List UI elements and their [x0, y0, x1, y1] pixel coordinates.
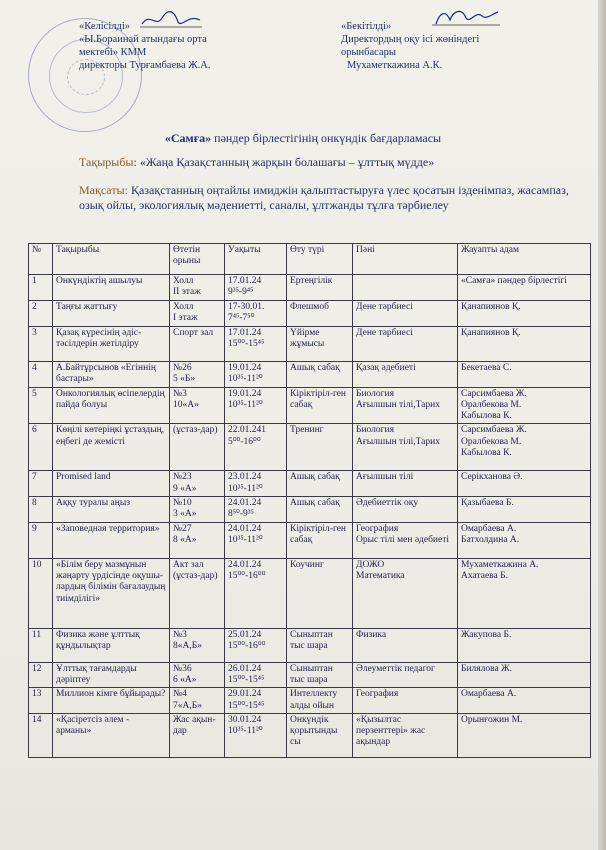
- table-cell: Кіріктіріл-ген сабақ: [287, 387, 353, 424]
- table-cell: Сарсимбаева Ж. Оралбекова М. Кабылова К.: [458, 424, 591, 471]
- header-cell: Уақыты: [225, 244, 287, 275]
- table-cell: Онкүндік қорытынды сы: [287, 713, 353, 757]
- table-cell: Биология Ағылшын тілі,Тарих: [353, 387, 458, 424]
- table-cell: «Қасіретсіз әлем - арманы»: [53, 713, 170, 757]
- table-cell: Қанапиянов Қ.: [458, 300, 591, 326]
- table-cell: Онкүндіктің ашылуы: [53, 275, 170, 301]
- table-row: [29, 326, 591, 361]
- table-cell: №26 5 «Б»: [170, 361, 225, 387]
- table-cell: 17-30.01. 7⁴⁵-7⁵⁰: [225, 300, 287, 326]
- table-cell: Мухаметкажина А. Ахатаева Б.: [458, 558, 591, 628]
- program-title: [0, 131, 606, 146]
- topic-text: : «Жаңа Қазақстанның жарқын болашағы – ұлттық мүдде»: [133, 155, 435, 169]
- table-cell: Ертеңгілік: [287, 275, 353, 301]
- program-title-accent: «Самға»: [164, 131, 212, 145]
- table-cell: №36 6 «А»: [170, 662, 225, 688]
- table-row: [29, 424, 591, 471]
- approval-left-line2: «Ы.Бораинай атындағы орта: [79, 34, 207, 45]
- table-row: [29, 387, 591, 424]
- table-cell: 2: [29, 300, 53, 326]
- table-cell: Ашық сабақ: [287, 361, 353, 387]
- table-cell: 7: [29, 471, 53, 497]
- table-cell: Омарбаева А. Батхолдина А.: [458, 522, 591, 558]
- table-cell: Физика және ұлттық құндылықтар: [53, 628, 170, 662]
- table-cell: Кіріктіріл-ген сабақ: [287, 522, 353, 558]
- table-cell: 23.01.24 10³⁵-11²⁰: [225, 471, 287, 497]
- table-row: [29, 688, 591, 714]
- approval-left-heading: «Келісілді»: [79, 21, 130, 32]
- table-cell: Интеллекту алды ойын: [287, 688, 353, 714]
- signature-right: [432, 6, 500, 28]
- table-cell: Таңғы жаттығу: [53, 300, 170, 326]
- table-cell: Үйірме жұмысы: [287, 326, 353, 361]
- table-cell: 24.01.24 8⁵⁰-9³⁵: [225, 497, 287, 523]
- approval-left-line4: директоры Турғамбаева Ж.А.: [79, 60, 211, 71]
- table-cell: Қанапиянов Қ.: [458, 326, 591, 361]
- table-cell: №4 7«А,Б»: [170, 688, 225, 714]
- table-cell: Қазыбаева Б.: [458, 497, 591, 523]
- table-cell: (ұстаз-дар): [170, 424, 225, 471]
- table-cell: Сыныптан тыс шара: [287, 628, 353, 662]
- header-cell: Өтетін орыны: [170, 244, 225, 275]
- table-row: [29, 471, 591, 497]
- table-cell: 4: [29, 361, 53, 387]
- header-cell: Өту түрі: [287, 244, 353, 275]
- table-cell: Билялова Ж.: [458, 662, 591, 688]
- table-cell: 29.01.24 15⁰⁰-15⁴⁵: [225, 688, 287, 714]
- table-cell: Холл I этаж: [170, 300, 225, 326]
- approval-right-line4: Мухаметкажина А.К.: [347, 60, 443, 71]
- table-cell: 30.01.24 10³⁵-11²⁰: [225, 713, 287, 757]
- table-cell: Биология Ағылшын тілі,Тарих: [353, 424, 458, 471]
- table-cell: «Білім беру мазмұнын жаңарту үрдісінде оқушы-лардың білімін бағалаудың тиімділігі»: [53, 558, 170, 628]
- table-cell: Қазақ әдебиеті: [353, 361, 458, 387]
- table-row: [29, 522, 591, 558]
- table-cell: №3 8«А,Б»: [170, 628, 225, 662]
- table-row: [29, 361, 591, 387]
- table-cell: 12: [29, 662, 53, 688]
- table-cell: «Заповедная территория»: [53, 522, 170, 558]
- table-cell: «Қызылтас перзенттері» жас ақындар: [353, 713, 458, 757]
- table-cell: Коучинг: [287, 558, 353, 628]
- table-cell: Дене тәрбиесі: [353, 326, 458, 361]
- table-cell: Көңілі көтеріңкі ұстаздың, еңбегі де жемісті: [53, 424, 170, 471]
- table-cell: №27 8 «А»: [170, 522, 225, 558]
- table-cell: Флешмоб: [287, 300, 353, 326]
- table-cell: 10: [29, 558, 53, 628]
- header-cell: Жауапты адам: [458, 244, 591, 275]
- table-row: [29, 662, 591, 688]
- program-title-rest: пәндер бірлестігінің онкүндік бағдарламасы: [211, 131, 442, 145]
- table-cell: Аққу туралы аңыз: [53, 497, 170, 523]
- header-cell: №: [29, 244, 53, 275]
- table-cell: Жас ақын-дар: [170, 713, 225, 757]
- goal-label: Мақсаты:: [79, 183, 128, 197]
- table-cell: №23 9 «А»: [170, 471, 225, 497]
- table-header-row: [29, 244, 591, 275]
- table-cell: 25.01.24 15⁰⁰-16⁰⁰: [225, 628, 287, 662]
- table-cell: «Самға» пәндер бірлестігі: [458, 275, 591, 301]
- goal-text: Қазақстанның оңтайлы имиджін қалыптастыруға үлес қосатын ізденімпаз, жасампаз, озық ойлы, экологиялық мәдениетті, саналы, ұлтжанды тұлға тәрбиелеу: [79, 183, 569, 212]
- approval-right-line2: Директордың оқу ісі жөніндегі: [341, 34, 480, 45]
- table-cell: Ұлттық тағамдарды дәріптеу: [53, 662, 170, 688]
- table-cell: Серікханова Ә.: [458, 471, 591, 497]
- table-cell: №10 3 «А»: [170, 497, 225, 523]
- table-cell: География Орыс тілі мен әдебиеті: [353, 522, 458, 558]
- table-cell: Холл II этаж: [170, 275, 225, 301]
- table-cell: География: [353, 688, 458, 714]
- table-cell: Жакупова Б.: [458, 628, 591, 662]
- table-cell: Физика: [353, 628, 458, 662]
- header-cell: Пәні: [353, 244, 458, 275]
- table-cell: Ашық сабақ: [287, 471, 353, 497]
- table-cell: [353, 275, 458, 301]
- table-cell: 19.01.24 10³⁵-11²⁰: [225, 387, 287, 424]
- table-row: [29, 275, 591, 301]
- table-cell: №3 10«А»: [170, 387, 225, 424]
- table-cell: 9: [29, 522, 53, 558]
- goal-paragraph: [79, 183, 579, 213]
- table-cell: Promised land: [53, 471, 170, 497]
- table-cell: Дене тәрбиесі: [353, 300, 458, 326]
- table-cell: Тренинг: [287, 424, 353, 471]
- topic-line: [79, 155, 434, 170]
- table-cell: 22.01.241 5⁰⁰-16⁰⁰: [225, 424, 287, 471]
- approval-right-line3: орынбасары: [341, 47, 396, 58]
- table-cell: Ағылшын тілі: [353, 471, 458, 497]
- table-cell: 26.01.24 15⁰⁰-15⁴⁵: [225, 662, 287, 688]
- table-row: [29, 713, 591, 757]
- table-cell: Әдебиеттік оқу: [353, 497, 458, 523]
- table-row: [29, 497, 591, 523]
- table-cell: 17.01.24 9³⁵-9⁴⁵: [225, 275, 287, 301]
- table-cell: Спорт зал: [170, 326, 225, 361]
- table-cell: Сарсимбаева Ж. Оралбекова М. Кабылова К.: [458, 387, 591, 424]
- table-cell: Миллион кімге бұйырады?: [53, 688, 170, 714]
- table-cell: 13: [29, 688, 53, 714]
- table-cell: 1: [29, 275, 53, 301]
- table-cell: Орынғожин М.: [458, 713, 591, 757]
- table-cell: 24.01.24 10³⁵-11²⁰: [225, 522, 287, 558]
- table-cell: 3: [29, 326, 53, 361]
- approval-right-heading: «Бекітілді»: [341, 21, 392, 32]
- table-cell: 6: [29, 424, 53, 471]
- table-cell: Омарбаева А.: [458, 688, 591, 714]
- table-cell: Қазақ күресінің әдіс-тәсілдерін жетілдіру: [53, 326, 170, 361]
- table-cell: А.Байтұрсынов «Егіннің бастары»: [53, 361, 170, 387]
- table-cell: 24.01.24 15⁰⁰-16⁰⁰: [225, 558, 287, 628]
- topic-label: Тақырыбы: [79, 155, 134, 169]
- table-cell: 8: [29, 497, 53, 523]
- table-cell: Акт зал (ұстаз-дар): [170, 558, 225, 628]
- table-cell: 17.01.24 15⁰⁰-15⁴⁵: [225, 326, 287, 361]
- table-cell: Ашық сабақ: [287, 497, 353, 523]
- table-cell: 14: [29, 713, 53, 757]
- table-cell: 11: [29, 628, 53, 662]
- signature-left: [140, 8, 202, 30]
- table-cell: Онкологиялық өсіпелердің пайда болуы: [53, 387, 170, 424]
- approval-left-line3: мектебі» КММ: [79, 47, 147, 58]
- table-cell: Сыныптан тыс шара: [287, 662, 353, 688]
- table-row: [29, 628, 591, 662]
- table-cell: 19.01.24 10³⁵-11²⁰: [225, 361, 287, 387]
- table-row: [29, 300, 591, 326]
- table-cell: ДОЖО Математика: [353, 558, 458, 628]
- header-cell: Тақырыбы: [53, 244, 170, 275]
- table-row: [29, 558, 591, 628]
- table-cell: Әлеуметтік педагог: [353, 662, 458, 688]
- table-cell: Бекетаева С.: [458, 361, 591, 387]
- page-edge-shadow: [598, 0, 606, 850]
- schedule-table: [28, 243, 591, 758]
- table-cell: 5: [29, 387, 53, 424]
